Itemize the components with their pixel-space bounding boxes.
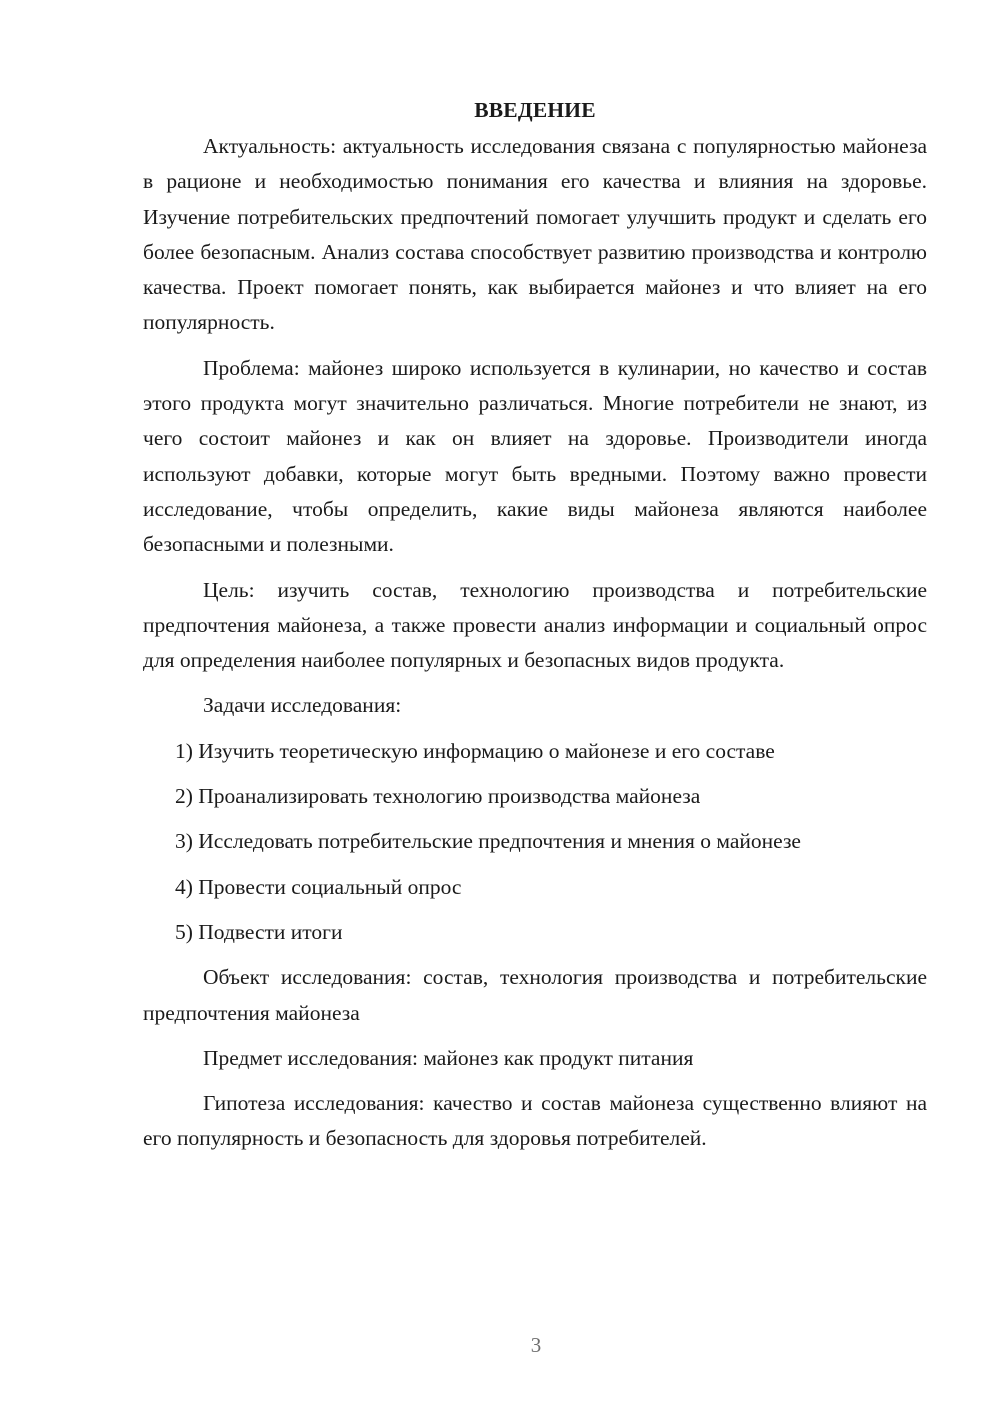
page-number: 3: [530, 1333, 542, 1357]
tasks-title: Задачи исследования:: [203, 693, 402, 718]
page-content: [143, 93, 927, 1167]
subject-paragraph: Предмет исследования: майонез как продукт питания: [203, 1045, 694, 1070]
section-heading: ВВЕДЕНИЕ: [474, 98, 596, 122]
object-paragraph: Объект исследования: состав, технология производства и потребительские предпочтения майонеза: [143, 965, 927, 1025]
task-item-2: 2) Проанализировать технологию производства майонеза: [175, 784, 701, 809]
task-item-3: 3) Исследовать потребительские предпочтения и мнения о майонезе: [175, 829, 801, 854]
hypothesis-paragraph: Гипотеза исследования: качество и состав майонеза существенно влияют на его популярность и безопасность для здоровья потребителей.: [143, 1091, 927, 1151]
goal-paragraph: Цель: изучить состав, технологию производства и потребительские предпочтения майонеза, а также провести анализ информации и социальный опрос для определения наиболее популярных и безопасных видов продукта.: [143, 577, 927, 673]
task-item-1: 1) Изучить теоретическую информацию о майонезе и его составе: [175, 738, 775, 763]
task-item-4: 4) Провести социальный опрос: [175, 874, 462, 899]
problem-paragraph: Проблема: майонез широко используется в кулинарии, но качество и состав этого продукта могут значительно различаться. Многие потребители не знают, из чего состоит майонез и как он влияет на здоровье. Производители иногда используют добавки, которые могут быть вредными. Поэтому важно провести исследование, чтобы определить, какие виды майонеза являются наиболее безопасными и полезными.: [143, 355, 927, 557]
tasks-list: [143, 734, 927, 950]
task-item-5: 5) Подвести итоги: [175, 919, 343, 944]
relevance-paragraph: Актуальность: актуальность исследования связана с популярностью майонеза в рационе и необходимостью понимания его качества и влияния на здоровье. Изучение потребительских предпочтений помогает улучшить продукт и сделать его более безопасным. Анализ состава способствует развитию производства и контролю качества. Проект помогает понять, как выбирается майонез и что влияет на его популярность.: [143, 134, 927, 335]
